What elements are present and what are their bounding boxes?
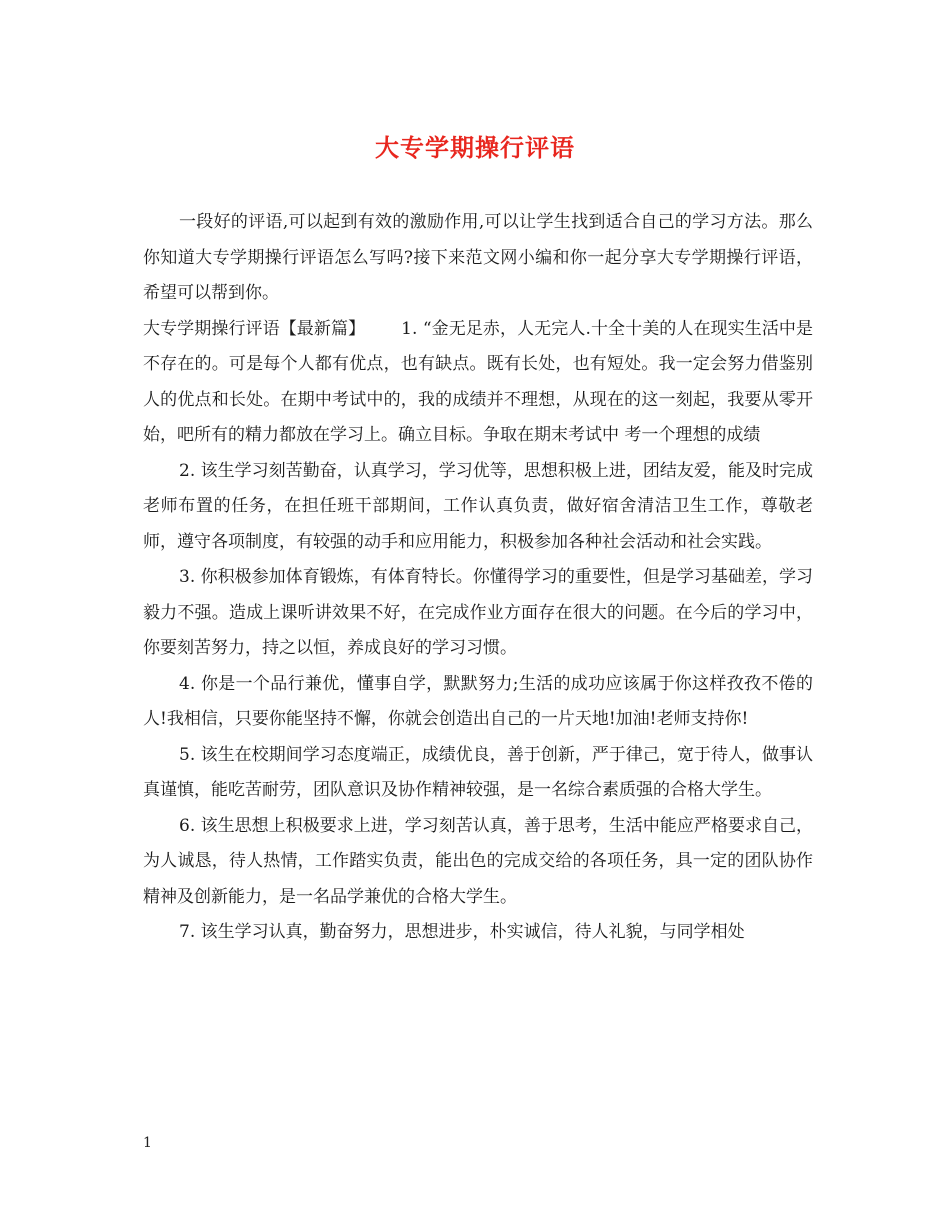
- list-item-1: 1. “金无足赤，人无完人.十全十美的人在现实生活中是不存在的。可是每个人都有优点，也有缺点。既有长处，也有短处。我一定会努力借鉴别人的优点和长处。在期中考试中的，我的成绩并不理想，从现在的这一刻起，我要从零开始，吧所有的精力都放在学习上。确立目标。争取在期末考试中 考一个理想的成绩: [143, 318, 814, 445]
- list-item-4: 4. 你是一个品行兼优，懂事自学，默默努力;生活的成功应该属于你这样孜孜不倦的人!我相信，只要你能坚持不懈，你就会创造出自己的一片天地!加油!老师支持你!: [143, 673, 813, 729]
- section-heading: 大专学期操行评语【最新篇】: [143, 318, 366, 339]
- list-item-6: 6. 该生思想上积极要求上进，学习刻苦认真，善于思考，生活中能应严格要求自己，为人诚恳，待人热情，工作踏实负责，能出色的完成交给的各项任务，具一定的团队协作精神及创新能力，是一名品学兼优的合格大学生。: [143, 815, 813, 907]
- document-title: 大专学期操行评语: [375, 133, 575, 162]
- list-item-5: 5. 该生在校期间学习态度端正，成绩优良，善于创新，严于律己，宽于待人，做事认真谨慎，能吃苦耐劳，团队意识及协作精神较强，是一名综合素质强的合格大学生。: [143, 744, 813, 800]
- document-body: [143, 205, 813, 951]
- list-item-7: 7. 该生学习认真，勤奋努力，思想进步，朴实诚信，待人礼貌，与同学相处: [179, 922, 745, 942]
- intro-paragraph: 一段好的评语,可以起到有效的激励作用,可以让学生找到适合自己的学习方法。那么你知道大专学期操行评语怎么写吗?接下来范文网小编和你一起分享大专学期操行评语，希望可以帮到你。: [143, 212, 813, 303]
- section-paragraph: [143, 312, 813, 454]
- page-number: 1: [143, 1135, 152, 1151]
- list-item-2: 2. 该生学习刻苦勤奋，认真学习，学习优等，思想积极上进，团结友爱，能及时完成老师布置的任务，在担任班干部期间，工作认真负责，做好宿舍清洁卫生工作，尊敬老师，遵守各项制度，有较强的动手和应用能力，积极参加各种社会活动和社会实践。: [143, 460, 813, 552]
- list-item-3: 3. 你积极参加体育锻炼，有体育特长。你懂得学习的重要性，但是学习基础差，学习毅力不强。造成上课听讲效果不好，在完成作业方面存在很大的问题。在今后的学习中，你要刻苦努力，持之以恒，养成良好的学习习惯。: [143, 567, 813, 658]
